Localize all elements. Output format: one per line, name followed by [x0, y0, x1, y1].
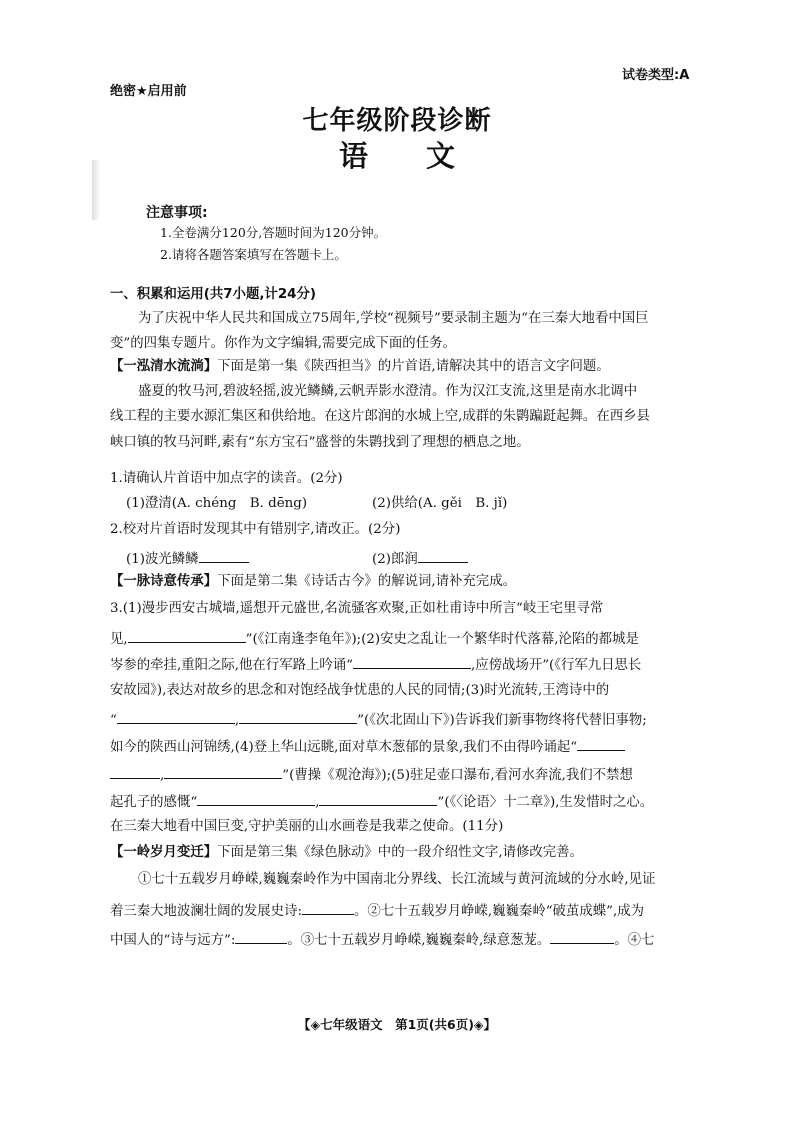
answer-blank[interactable] — [197, 793, 315, 806]
page-footer: 【◈七年级语文 第1页(共6页)◈】 — [297, 1017, 497, 1032]
intro-line-2: 变”的四集专题片。你作为文字编辑,需要完成下面的任务。 — [110, 336, 456, 351]
part2-heading — [110, 575, 516, 588]
question-3-line-4: 安故园》),表达对故乡的思念和对饱经战争忧患的人民的同情;(3)时光流转,王湾诗中的 — [110, 683, 610, 698]
question-3-line-2: 见, ”(《江南逢李龟年》);(2)安史之乱让一个繁华时代落幕,沦陷的都城是 — [110, 632, 639, 647]
answer-blank[interactable] — [353, 656, 471, 669]
paper-type-label: 试卷类型:A — [622, 68, 690, 83]
question-2-item-b: (2)郎润 — [372, 550, 468, 566]
answer-blank[interactable] — [319, 793, 437, 806]
question-1-option-b: (2)供给(A. gěi B. jǐ) — [372, 496, 508, 511]
question-2: 2.校对片首语时发现其中有错别字,请改正。(2分) — [110, 522, 401, 537]
part2-label: 【一脉诗意传承】 — [110, 574, 218, 589]
answer-blank[interactable] — [164, 766, 282, 779]
intro-line-1: 为了庆祝中华人民共和国成立75周年,学校“视频号”要录制主题为“在三秦大地看中国巨 — [138, 311, 649, 326]
notice-item-1: 1.全卷满分120分,答题时间为120分钟。 — [160, 225, 387, 240]
answer-blank[interactable] — [577, 738, 625, 751]
answer-blank[interactable] — [199, 550, 249, 563]
question-3-line-5: “ , ”(《次北固山下》)告诉我们新事物终将代替旧事物; — [110, 713, 647, 728]
passage1-line-2: 线工程的主要水源汇集区和供给地。在这片郎润的水城上空,成群的朱鹮蹁跹起舞。在西乡县 — [110, 409, 650, 424]
question-3-line-8: 起孔子的感慨“ , ”(《〈论语〉十二章》),生发惜时之心。 — [110, 795, 654, 810]
answer-blank[interactable] — [418, 550, 468, 563]
answer-blank[interactable] — [302, 902, 354, 915]
question-1-option-a: (1)澄清(A. chéng B. dēng) — [126, 496, 308, 511]
passage1-line-3: 峡口镇的牧马河畔,素有“东方宝石”盛誉的朱鹮找到了理想的栖息之地。 — [110, 435, 530, 450]
section-heading: 一、积累和运用(共7小题,计24分) — [110, 287, 316, 302]
question-3-line-1: 3.(1)漫步西安古城墙,遥想开元盛世,名流骚客欢聚,正如杜甫诗中所言“岐王宅里寻常 — [110, 601, 604, 616]
answer-blank[interactable] — [235, 931, 287, 944]
question-3-line-9: 在三秦大地看中国巨变,守护美丽的山水画卷是我辈之使命。(11分) — [110, 819, 504, 834]
subject-title: 语 文 — [338, 139, 455, 173]
part3-label: 【一岭岁月变迁】 — [110, 845, 218, 860]
answer-blank[interactable] — [117, 711, 235, 724]
passage1-line-1: 盛夏的牧马河,碧波轻摇,波光鳞鳞,云帆弄影水澄清。作为汉江支流,这里是南水北调中 — [138, 384, 638, 399]
passage3-line-1: ①七十五载岁月峥嵘,巍巍秦岭作为中国南北分界线、长江流域与黄河流域的分水岭,见证 — [138, 872, 656, 887]
question-3-line-7: , ”(曹操《观沧海》);(5)驻足壶口瀑布,看河水奔流,我们不禁想 — [110, 766, 633, 782]
answer-blank[interactable] — [550, 931, 614, 944]
confidential-label: 绝密★启用前 — [110, 84, 187, 99]
passage3-line-2: 着三秦大地波澜壮阔的发展史诗: 。②七十五载岁月峥嵘,巍巍秦岭“破茧成蝶”,成为 — [110, 904, 644, 919]
answer-blank[interactable] — [128, 630, 246, 643]
notice-item-2: 2.请将各题答案填写在答题卡上。 — [160, 247, 347, 262]
notice-title: 注意事项: — [146, 205, 208, 221]
part3-heading — [110, 846, 583, 859]
exam-title: 七年级阶段诊断 — [302, 106, 492, 136]
part1-label: 【一泓清水流淌】 — [110, 359, 218, 374]
question-2-item-a: (1)波光鳞鳞 — [126, 550, 249, 566]
part1-text: 下面是第一集《陕西担当》的片首语,请解决其中的语言文字问题。 — [217, 359, 610, 374]
part1-heading — [110, 360, 610, 373]
part3-text: 下面是第三集《绿色脉动》中的一段介绍性文字,请修改完善。 — [217, 845, 583, 860]
question-3-line-6: 如今的陕西山河锦绣,(4)登上华山远眺,面对草木葱郁的景象,我们不由得吟诵起“ — [110, 738, 625, 754]
passage3-line-3: 中国人的“诗与远方”: 。③七十五载岁月峥嵘,巍巍秦岭,绿意葱茏。 。④七 — [110, 933, 655, 948]
answer-blank[interactable] — [239, 711, 357, 724]
question-3-line-3: 岑参的牵挂,重阳之际,他在行军路上吟诵“ ,应傍战场开”(《行军九日思长 — [110, 658, 642, 673]
answer-blank[interactable] — [110, 766, 160, 779]
question-1: 1.请确认片首语中加点字的读音。(2分) — [110, 471, 343, 486]
part2-text: 下面是第二集《诗话古今》的解说词,请补充完成。 — [217, 574, 516, 589]
